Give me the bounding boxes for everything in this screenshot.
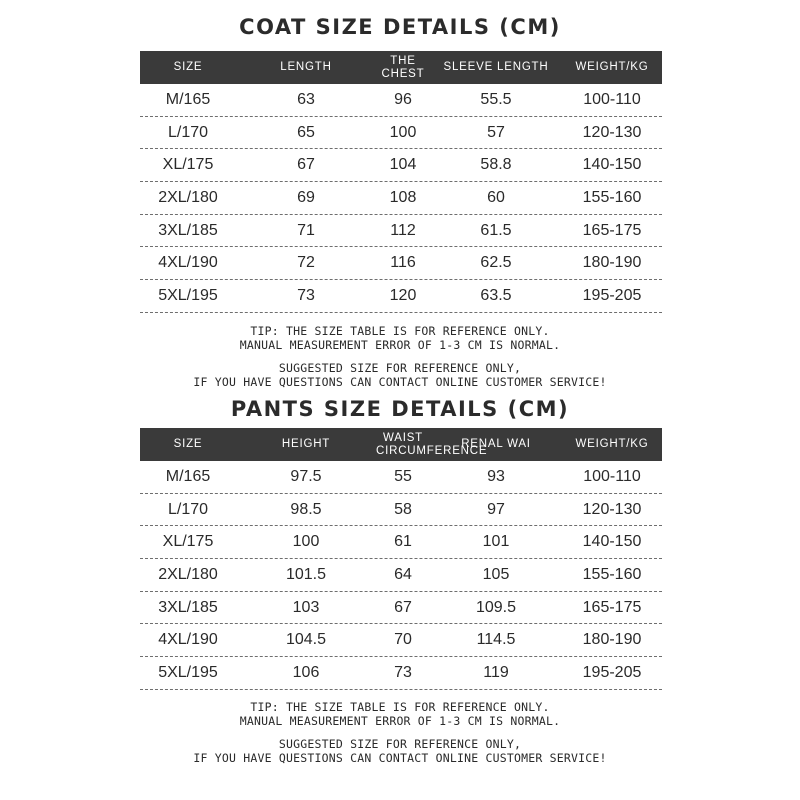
table-row	[140, 461, 662, 494]
cell-length: 67	[297, 156, 315, 174]
cell-size: 3XL/185	[158, 598, 218, 616]
pants-table-header	[140, 428, 662, 461]
cell-renal: 101	[482, 533, 510, 551]
cell-waist: 58	[394, 500, 412, 518]
cell-waist: 55	[394, 467, 412, 485]
cell-weight: 100-110	[583, 467, 641, 485]
cell-sleeve-length: 55.5	[480, 90, 512, 108]
cell-weight: 195-205	[582, 663, 642, 681]
cell-chest: 96	[394, 90, 412, 108]
table-row	[140, 247, 662, 280]
cell-size: M/165	[165, 467, 211, 485]
cell-height: 106	[292, 663, 320, 681]
pants-tip-line-2: MANUAL MEASUREMENT ERROR OF 1-3 CM IS NORMAL.	[239, 714, 561, 728]
pants-notes	[0, 700, 800, 765]
cell-length: 69	[297, 188, 315, 206]
cell-size: L/170	[167, 123, 209, 141]
pants-header-renal: RENAL WAI	[461, 438, 531, 450]
cell-height: 103	[292, 598, 320, 616]
cell-renal: 109.5	[475, 598, 517, 616]
cell-weight: 155-160	[582, 188, 642, 206]
coat-suggest-line-1: SUGGESTED SIZE FOR REFERENCE ONLY,	[278, 361, 522, 375]
table-row	[140, 215, 662, 248]
cell-height: 100	[292, 533, 320, 551]
pants-size-title: PANTS SIZE DETAILS (CM)	[230, 397, 570, 421]
pants-header-waist-line-2: CIRCUMFERENCE	[376, 444, 488, 457]
cell-waist: 73	[394, 663, 412, 681]
table-row	[140, 624, 662, 657]
cell-sleeve-length: 58.8	[480, 156, 512, 174]
cell-chest: 104	[389, 156, 417, 174]
cell-size: 2XL/180	[158, 188, 218, 206]
coat-notes	[0, 324, 800, 389]
coat-table-header	[140, 51, 662, 84]
coat-suggest-line-2: IF YOU HAVE QUESTIONS CAN CONTACT ONLINE CUSTOMER SERVICE!	[193, 375, 607, 389]
cell-weight: 165-175	[582, 221, 642, 239]
cell-height: 104.5	[285, 631, 327, 649]
coat-tip-line-1: TIP: THE SIZE TABLE IS FOR REFERENCE ONLY.	[250, 324, 550, 338]
cell-chest: 108	[389, 188, 417, 206]
cell-waist: 67	[394, 598, 412, 616]
coat-header-chest: THE CHEST	[381, 54, 425, 80]
cell-weight: 180-190	[582, 254, 642, 272]
pants-suggest-line-2: IF YOU HAVE QUESTIONS CAN CONTACT ONLINE CUSTOMER SERVICE!	[193, 751, 607, 765]
table-row	[140, 657, 662, 690]
coat-header-size: SIZE	[173, 61, 203, 73]
cell-weight: 155-160	[582, 565, 642, 583]
cell-size: M/165	[165, 90, 211, 108]
coat-size-title: COAT SIZE DETAILS (CM)	[239, 15, 561, 39]
cell-weight: 100-110	[583, 90, 641, 108]
coat-tip-line-2: MANUAL MEASUREMENT ERROR OF 1-3 CM IS NORMAL.	[239, 338, 561, 352]
cell-size: XL/175	[162, 533, 214, 551]
cell-length: 65	[297, 123, 315, 141]
table-row	[140, 117, 662, 150]
cell-size: 4XL/190	[158, 254, 218, 272]
cell-weight: 140-150	[582, 533, 642, 551]
cell-weight: 140-150	[582, 156, 642, 174]
pants-table-body	[140, 461, 662, 690]
coat-header-length: LENGTH	[280, 61, 332, 73]
table-row	[140, 592, 662, 625]
cell-renal: 119	[483, 663, 509, 681]
pants-header-waist	[376, 431, 488, 458]
cell-weight: 120-130	[582, 500, 642, 518]
pants-header-waist-line-1: WAIST	[383, 431, 423, 444]
cell-weight: 195-205	[582, 286, 642, 304]
cell-sleeve-length: 62.5	[480, 254, 512, 272]
cell-waist: 61	[394, 533, 412, 551]
cell-waist: 70	[394, 631, 412, 649]
cell-length: 73	[297, 286, 315, 304]
table-row	[140, 526, 662, 559]
coat-header-sleeve-length: SLEEVE LENGTH	[443, 61, 549, 73]
cell-renal: 93	[487, 467, 505, 485]
table-row	[140, 494, 662, 527]
cell-chest: 120	[389, 286, 417, 304]
table-row	[140, 149, 662, 182]
cell-renal: 105	[482, 565, 510, 583]
table-row	[140, 182, 662, 215]
cell-sleeve-length: 60	[487, 188, 505, 206]
cell-size: XL/175	[162, 156, 214, 174]
cell-chest: 112	[390, 221, 416, 239]
cell-chest: 116	[390, 254, 416, 272]
cell-weight: 165-175	[582, 598, 642, 616]
cell-weight: 120-130	[582, 123, 642, 141]
cell-size: 5XL/195	[158, 286, 218, 304]
cell-weight: 180-190	[582, 631, 642, 649]
cell-sleeve-length: 57	[487, 123, 505, 141]
cell-size: 5XL/195	[158, 663, 218, 681]
coat-table-body	[140, 84, 662, 313]
pants-header-height: HEIGHT	[281, 438, 331, 450]
cell-height: 97.5	[290, 467, 322, 485]
cell-size: L/170	[167, 500, 209, 518]
pants-tip-line-1: TIP: THE SIZE TABLE IS FOR REFERENCE ONLY.	[250, 700, 550, 714]
coat-header-weight: WEIGHT/KG	[575, 61, 649, 73]
cell-sleeve-length: 61.5	[480, 221, 512, 239]
table-row	[140, 559, 662, 592]
cell-waist: 64	[394, 565, 412, 583]
cell-renal: 114.5	[476, 631, 516, 649]
cell-height: 98.5	[290, 500, 322, 518]
cell-length: 71	[297, 221, 315, 239]
pants-header-weight: WEIGHT/KG	[575, 438, 649, 450]
cell-length: 72	[297, 254, 315, 272]
cell-size: 2XL/180	[158, 565, 218, 583]
cell-renal: 97	[487, 500, 505, 518]
table-row	[140, 84, 662, 117]
pants-header-size: SIZE	[173, 438, 203, 450]
cell-length: 63	[297, 90, 315, 108]
cell-chest: 100	[389, 123, 417, 141]
pants-suggest-line-1: SUGGESTED SIZE FOR REFERENCE ONLY,	[278, 737, 522, 751]
cell-size: 3XL/185	[158, 221, 218, 239]
cell-sleeve-length: 63.5	[480, 286, 512, 304]
cell-size: 4XL/190	[158, 631, 218, 649]
table-row	[140, 280, 662, 313]
cell-height: 101.5	[285, 565, 327, 583]
